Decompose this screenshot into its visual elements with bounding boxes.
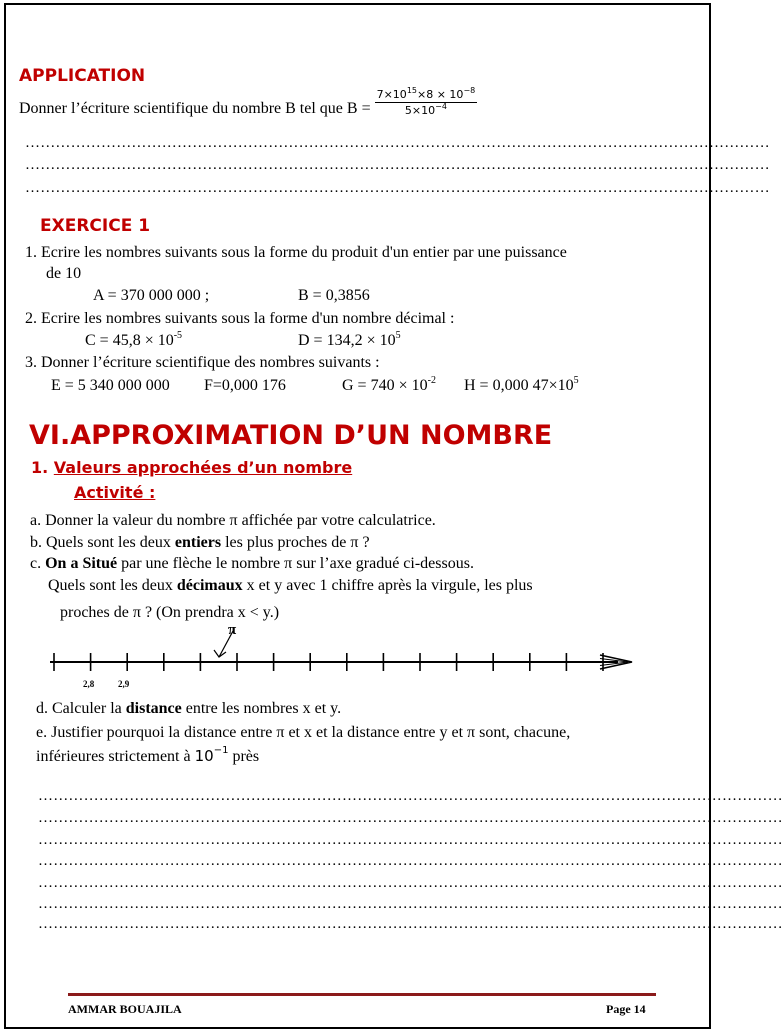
statement-text: Donner l’écriture scientifique du nombre B tel que B = <box>19 100 371 117</box>
exercice-q2: 2. Ecrire les nombres suivants sous la forme d'un nombre décimal : <box>25 310 455 327</box>
fraction-numerator: $7\times 10^{15}\times 8 \times 10^{-8}$ <box>376 85 476 101</box>
value-c: $C = 45,8 \times 10^{-5}$ <box>85 330 183 349</box>
activity-d: d. Calculer la distance entre les nombres x et y. <box>36 700 342 717</box>
exercice-q3: 3. Donner l’écriture scientifique des nombres suivants : <box>25 354 380 371</box>
footer-rule <box>68 993 656 996</box>
tick-label-2-8: 2,8 <box>83 679 95 689</box>
application-title: APPLICATION <box>19 66 146 86</box>
activite-label: Activité : <box>74 483 156 502</box>
fraction-denominator: $5\times 10^{-4}$ <box>404 101 447 117</box>
activity-e: e. Justifier pourquoi la distance entre π et x et la distance entre y et π sont, chacune, <box>36 724 571 741</box>
pi-arrow-head <box>214 650 226 657</box>
subsection-title: Valeurs approchées d’un nombre <box>53 458 353 477</box>
activity-a: a. Donner la valeur du nombre π affichée par votre calculatrice. <box>30 512 436 529</box>
answer-line: ………………………………………………………………………………………………………………………………… <box>38 896 783 912</box>
answer-line: ………………………………………………………………………………………………………………………………… <box>38 788 783 804</box>
tick-label-2-9: 2,9 <box>118 679 130 689</box>
answer-line: ………………………………………………………………………………………………………………………………… <box>38 853 783 869</box>
application-statement <box>19 85 477 118</box>
answer-line: ………………………………………………………………………………………………………………………………… <box>38 832 783 848</box>
answer-line: ………………………………………………………………………………………………………………………………… <box>38 916 783 932</box>
subsection-heading <box>31 458 352 477</box>
answer-line: ………………………………………………………………………………………………………………………………… <box>25 180 770 196</box>
section-title: VI.APPROXIMATION D’UN NOMBRE <box>29 420 553 451</box>
exercice-q1: 1. Ecrire les nombres suivants sous la forme du produit d'un entier par une puissance <box>25 244 567 261</box>
value-e: E = 5 340 000 000 <box>51 377 170 394</box>
activity-e-cont: inférieures strictement à $10^{-1}$ près <box>36 745 260 765</box>
activity-c-question-cont: proches de π ? (On prendra x < y.) <box>60 604 280 621</box>
exercice-title: EXERCICE 1 <box>40 216 151 236</box>
footer-page-number: Page 14 <box>606 1002 646 1016</box>
value-b: B = 0,3856 <box>298 287 370 304</box>
exercice-q1-cont: de 10 <box>46 265 82 282</box>
activity-c-question: Quels sont les deux décimaux x et y avec 1 chiffre après la virgule, les plus <box>48 577 533 594</box>
footer-author: AMMAR BOUAJILA <box>68 1002 182 1016</box>
value-d: $D = 134,2 \times 10^5$ <box>298 330 401 349</box>
value-h: H = 0,000 $47\times 10^5$ <box>464 375 579 394</box>
fraction-b <box>375 85 478 117</box>
answer-line: ………………………………………………………………………………………………………………………………… <box>38 875 783 891</box>
answer-line: ………………………………………………………………………………………………………………………………… <box>25 157 770 173</box>
answer-line: ………………………………………………………………………………………………………………………………… <box>38 810 783 826</box>
activity-c: c. On a Situé par une flèche le nombre π sur l’axe gradué ci-dessous. <box>30 555 474 572</box>
value-f: F=0,000 176 <box>204 377 286 394</box>
subsection-number: 1. <box>31 458 49 477</box>
value-g: $G = 740 \times 10^{-2}$ <box>342 375 436 394</box>
pi-label: π <box>228 622 237 638</box>
number-line <box>40 620 640 695</box>
activity-b: b. Quels sont les deux entiers les plus proches de π ? <box>30 534 370 551</box>
value-a: A = 370 000 000 ; <box>93 287 210 304</box>
answer-line: ………………………………………………………………………………………………………………………………… <box>25 135 770 151</box>
